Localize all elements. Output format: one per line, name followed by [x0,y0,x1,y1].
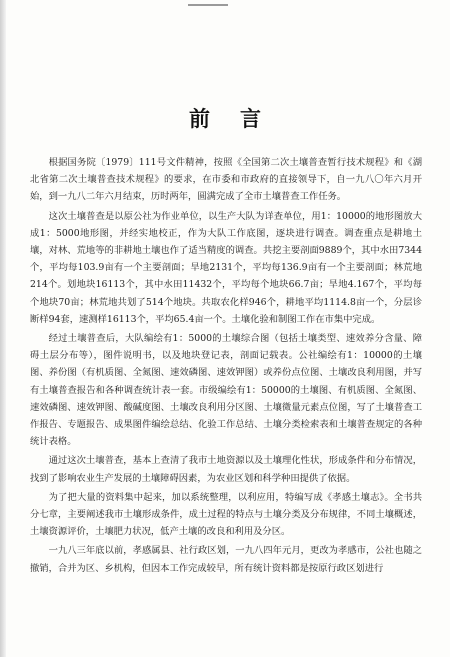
body-text [30,154,422,577]
paragraph-4: 通过这次土壤普查，基本上查清了我市土地资源以及土壤理化性状，形成条件和分布情况，找到了影响农业生产发展的土壤障碍因素，为农业区划和科学种田提供了依据。 [30,455,422,484]
page-title: 前言 [189,106,291,131]
scan-edge-shadow [0,0,6,657]
paragraph-6: 一九八三年底以前，孝感属县、社行政区划，一九八四年元月，更改为孝感市，公社也随之撤销，合并为区、乡机构，但因本工作完成较早，所有统计资料都是按原行政区划进行 [30,545,422,574]
paragraph-5: 为了把大量的资料集中起来，加以系统整理，以利应用，特编写成《孝感土壤志》。全书共分七章，主要阐述我市土壤形成条件，成土过程的特点与土壤分类及分布规律，不同土壤概述，土壤资源评价，土壤肥力状况，低产土壤的改良和利用及分区。 [30,491,422,538]
scan-mark [188,4,228,6]
paragraph-1: 根据国务院〔1979〕111号文件精神，按照《全国第二次土壤普查暂行技术规程》和《湖北省第二次土壤普查技术规程》的要求，在市委和市政府的直接领导下，自一九八〇年六月开始，到一九八二年六月结束，历时两年，圆满完成了全市土壤普查工作任务。 [30,157,422,203]
paragraph-3: 经过土壤普查后，大队编绘有1：5000的土壤综合图（包括土壤类型、速效养分含量、障碍土层分布等），图件说明书，以及地块登记表，剖面记载表。公社编绘有1：10000的土壤图、养份图（有机质图、全氮图、速效磷图、速效钾图）或养份点位图、土壤改良利用图，并写有土壤普查报告和各种调查统计表一套。市级编绘有1：50000的土壤图、有机质图、全氮图、速效磷图、速效钾图、酸碱度图、土壤改良利用分区图、土壤微量元素点位图，写了土壤普查工作报告、专题报告、成果图件编绘总结、化验工作总结、土壤分类检索表和土壤普查规定的各种统计表格。 [30,333,422,448]
paragraph-2: 这次土壤普查是以原公社为作业单位，以生产大队为详查单位，用1：10000的地形图放大成1：5000地形图，并经实地校正，作为大队工作底图，逐块进行调查。调查重点是耕地土壤，对林、荒地等的非耕地土壤也作了适当精度的调查。共挖主要剖面9889个，其中水田7344个，平均每103.9亩有一个主要剖面；旱地2131个，平均每136.9亩有一个主要剖面；林荒地214个。划地块16113个，其中水田11432个，平均每个地块66.7亩；旱地4.167个，平均每个地块70亩；林荒地共划了514个地块。共取农化样946个，耕地平均1114.8亩一个，分层诊断样94套，速测样16113个，平均65.4亩一个。土壤化验和制图工作在市集中完成。 [30,210,422,325]
